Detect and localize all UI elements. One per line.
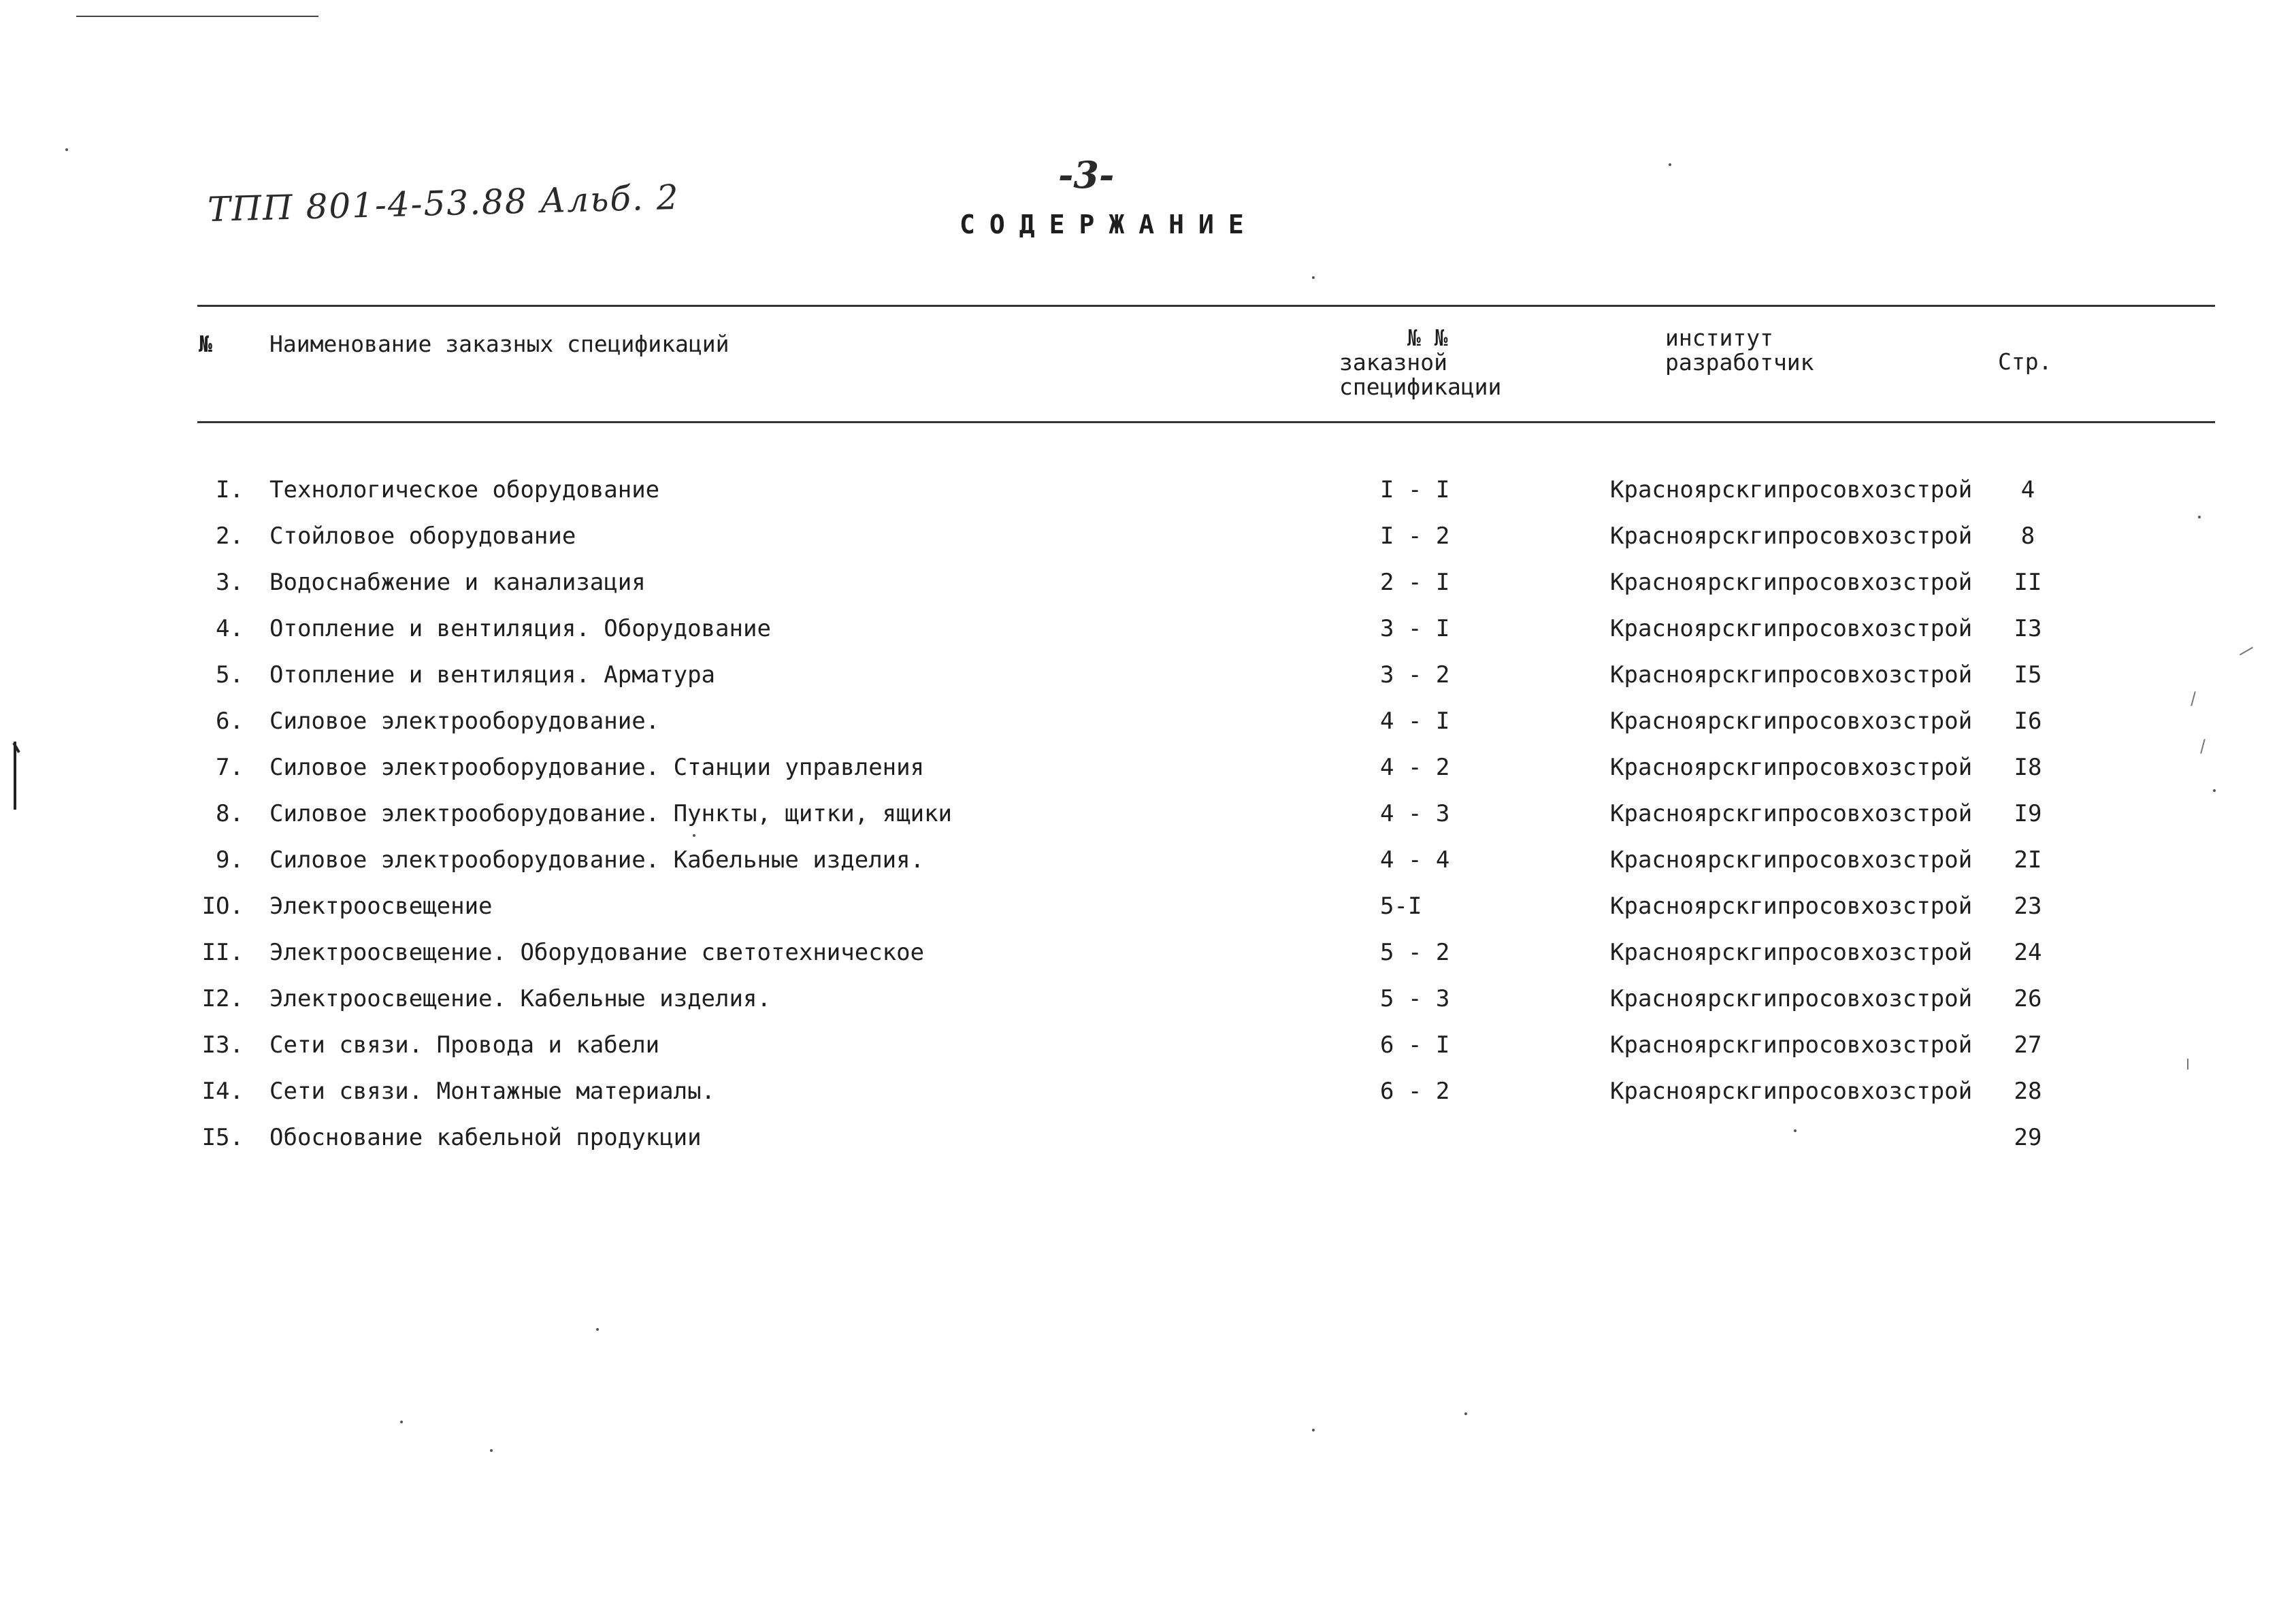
row-spec: 6 - 2 [1380,1078,1450,1105]
table-row [0,476,2296,517]
header-number: № [199,331,212,357]
row-number: 4. [216,615,244,642]
row-page: 29 [2014,1124,2042,1151]
row-name: Силовое электрооборудование. Кабельные изделия. [269,846,925,874]
row-spec: 3 - I [1380,615,1450,642]
row-page: 8 [2020,523,2035,550]
table-row [0,893,2296,933]
header-spec-line3: спецификации [1339,374,1502,400]
row-number: I. [216,476,244,503]
row-name: Сети связи. Провода и кабели [269,1031,660,1059]
row-page: 27 [2014,1031,2042,1059]
row-page: 28 [2014,1078,2042,1105]
row-spec: 4 - 3 [1380,800,1450,827]
row-name: Технологическое оборудование [269,476,660,503]
row-institute: Красноярскгипросовхозстрой [1610,893,1973,920]
table-row [0,800,2296,841]
row-page: I9 [2014,800,2042,827]
row-number: II. [201,939,244,966]
row-spec: 2 - I [1380,569,1450,596]
row-spec: 5 - 3 [1380,985,1450,1012]
table-row [0,1031,2296,1072]
row-number: I5. [201,1124,244,1151]
row-spec: I - I [1380,476,1450,503]
table-row [0,939,2296,980]
header-page: Стр. [1998,348,2052,375]
row-institute: Красноярскгипросовхозстрой [1610,708,1973,735]
scan-mark [2187,1059,2188,1070]
row-institute: Красноярскгипросовхозстрой [1610,985,1973,1012]
row-spec: 6 - I [1380,1031,1450,1059]
row-spec: 5-I [1380,893,1422,920]
row-spec: 4 - 2 [1380,754,1450,781]
row-institute: Красноярскгипросовхозстрой [1610,523,1973,550]
document-code: ТПП 801-4-53.88 Альб. 2 [207,177,680,230]
scan-speck [490,1449,493,1452]
row-spec: 4 - 4 [1380,846,1450,874]
row-name: Электроосвещение [269,893,493,920]
row-number: 7. [216,754,244,781]
table-row [0,846,2296,887]
row-institute: Красноярскгипросовхозстрой [1610,939,1973,966]
row-name: Сети связи. Монтажные материалы. [269,1078,716,1105]
table-row [0,661,2296,702]
table-row [0,569,2296,610]
row-number: 9. [216,846,244,874]
row-name: Электроосвещение. Кабельные изделия. [269,985,771,1012]
scan-speck [1312,1429,1315,1431]
row-number: 6. [216,708,244,735]
table-row [0,523,2296,563]
header-institute-line1: институт [1665,325,1773,351]
row-name: Отопление и вентиляция. Арматура [269,661,716,689]
scan-speck [1669,163,1671,166]
scan-speck [693,834,695,837]
header-spec-line2: заказной [1339,349,1447,376]
scan-speck [1794,1129,1797,1132]
table-row [0,615,2296,656]
row-institute: Красноярскгипросовхозстрой [1610,1031,1973,1059]
header-spec [1339,326,1501,399]
row-spec: 3 - 2 [1380,661,1450,689]
table-row [0,1078,2296,1119]
row-name: Силовое электрооборудование. Станции управления [269,754,925,781]
scan-speck [596,1328,599,1331]
row-number: I4. [201,1078,244,1105]
row-institute: Красноярскгипросовхозстрой [1610,615,1973,642]
header-institute-line2: разработчик [1665,349,1814,376]
row-spec: I - 2 [1380,523,1450,550]
header-name: Наименование заказных спецификаций [269,331,729,357]
row-page: I8 [2014,754,2042,781]
scan-speck [2198,516,2201,518]
scan-speck [400,1421,403,1423]
scan-speck [1464,1412,1467,1415]
row-number: 3. [216,569,244,596]
scan-speck [65,148,68,151]
row-institute: Красноярскгипросовхозстрой [1610,846,1973,874]
row-page: II [2014,569,2042,596]
row-number: 8. [216,800,244,827]
row-institute: Красноярскгипросовхозстрой [1610,476,1973,503]
row-page: I5 [2014,661,2042,689]
row-page: I6 [2014,708,2042,735]
row-page: 4 [2020,476,2035,503]
row-name: Обоснование кабельной продукции [269,1124,702,1151]
row-institute: Красноярскгипросовхозстрой [1610,800,1973,827]
row-page: 26 [2014,985,2042,1012]
row-institute: Красноярскгипросовхозстрой [1610,569,1973,596]
header-spec-line1: № № [1407,325,1448,351]
scan-speck [2213,789,2216,792]
scan-speck [1312,276,1315,279]
table-row [0,754,2296,795]
table-row [0,985,2296,1026]
table-row [0,1124,2296,1165]
row-number: I3. [201,1031,244,1059]
page-title: СОДЕРЖАНИЕ [960,210,1258,239]
header-institute [1665,326,1814,375]
row-institute: Красноярскгипросовхозстрой [1610,661,1973,689]
row-page: 23 [2014,893,2042,920]
row-number: 5. [216,661,244,689]
row-number: I2. [201,985,244,1012]
row-spec: 4 - I [1380,708,1450,735]
page-number: -3- [1058,153,1115,197]
row-name: Силовое электрооборудование. [269,708,660,735]
header-bottom-rule [197,421,2215,423]
row-institute: Красноярскгипросовхозстрой [1610,754,1973,781]
row-page: I3 [2014,615,2042,642]
row-name: Отопление и вентиляция. Оборудование [269,615,771,642]
row-spec: 5 - 2 [1380,939,1450,966]
row-name: Силовое электрооборудование. Пункты, щитки, ящики [269,800,953,827]
top-edge-rule [76,16,318,17]
table-row [0,708,2296,748]
row-name: Водоснабжение и канализация [269,569,646,596]
table-top-rule [197,305,2215,307]
row-page: 2I [2014,846,2042,874]
row-number: 2. [216,523,244,550]
row-name: Стойловое оборудование [269,523,576,550]
row-page: 24 [2014,939,2042,966]
row-number: IO. [201,893,244,920]
row-institute: Красноярскгипросовхозстрой [1610,1078,1973,1105]
row-name: Электроосвещение. Оборудование светотехническое [269,939,925,966]
